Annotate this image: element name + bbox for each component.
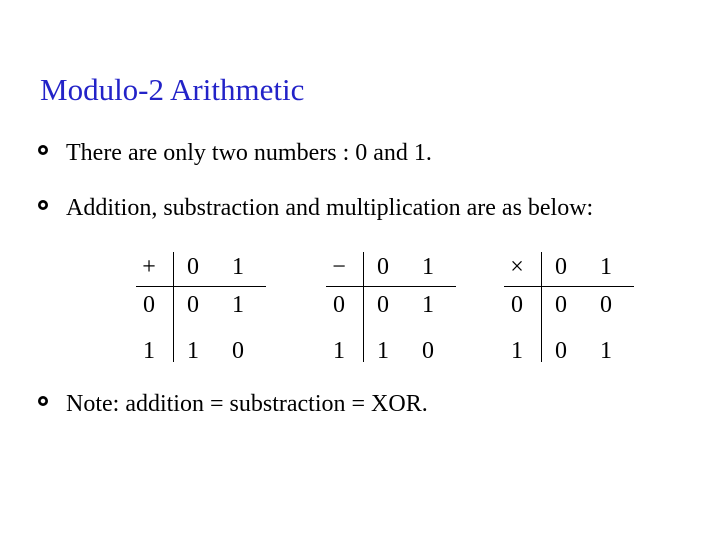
table-cell: 1 (377, 338, 389, 364)
bullet-dot-icon (38, 200, 48, 210)
bullet-text: There are only two numbers : 0 and 1. (66, 140, 432, 166)
subtraction-table (326, 252, 456, 362)
table-header-cell: 0 (187, 254, 199, 280)
table-row-label: 1 (333, 338, 345, 364)
table-header-cell: 0 (555, 254, 567, 280)
table-vertical-rule (363, 252, 364, 362)
table-header-cell: 1 (600, 254, 612, 280)
table-cell: 1 (600, 338, 612, 364)
bullet-dot-icon (38, 396, 48, 406)
bullet-dot-icon (38, 145, 48, 155)
bullet-text: Note: addition = substraction = XOR. (66, 391, 428, 417)
table-cell: 0 (555, 292, 567, 318)
table-row-label: 0 (143, 292, 155, 318)
table-horizontal-rule (136, 286, 266, 287)
table-operator: − (332, 254, 346, 280)
table-operator: × (510, 254, 524, 280)
table-vertical-rule (541, 252, 542, 362)
addition-table (136, 252, 266, 362)
table-cell: 0 (555, 338, 567, 364)
table-horizontal-rule (504, 286, 634, 287)
table-cell: 0 (377, 292, 389, 318)
table-header-cell: 0 (377, 254, 389, 280)
bullet-item-two-numbers (38, 141, 432, 165)
table-horizontal-rule (326, 286, 456, 287)
slide-title: Modulo-2 Arithmetic (40, 72, 305, 107)
table-cell: 0 (187, 292, 199, 318)
bullet-text: Addition, substraction and multiplication are as below: (66, 195, 594, 221)
table-cell: 1 (232, 292, 244, 318)
bullet-item-operations (38, 196, 593, 220)
table-cell: 0 (422, 338, 434, 364)
table-cell: 1 (422, 292, 434, 318)
table-row-label: 1 (511, 338, 523, 364)
table-cell: 0 (232, 338, 244, 364)
table-row-label: 0 (511, 292, 523, 318)
table-cell: 0 (600, 292, 612, 318)
multiplication-table (504, 252, 634, 362)
table-row-label: 1 (143, 338, 155, 364)
table-cell: 1 (187, 338, 199, 364)
table-header-cell: 1 (232, 254, 244, 280)
table-operator: + (142, 254, 156, 280)
bullet-item-note (38, 392, 428, 416)
table-header-cell: 1 (422, 254, 434, 280)
table-row-label: 0 (333, 292, 345, 318)
table-vertical-rule (173, 252, 174, 362)
